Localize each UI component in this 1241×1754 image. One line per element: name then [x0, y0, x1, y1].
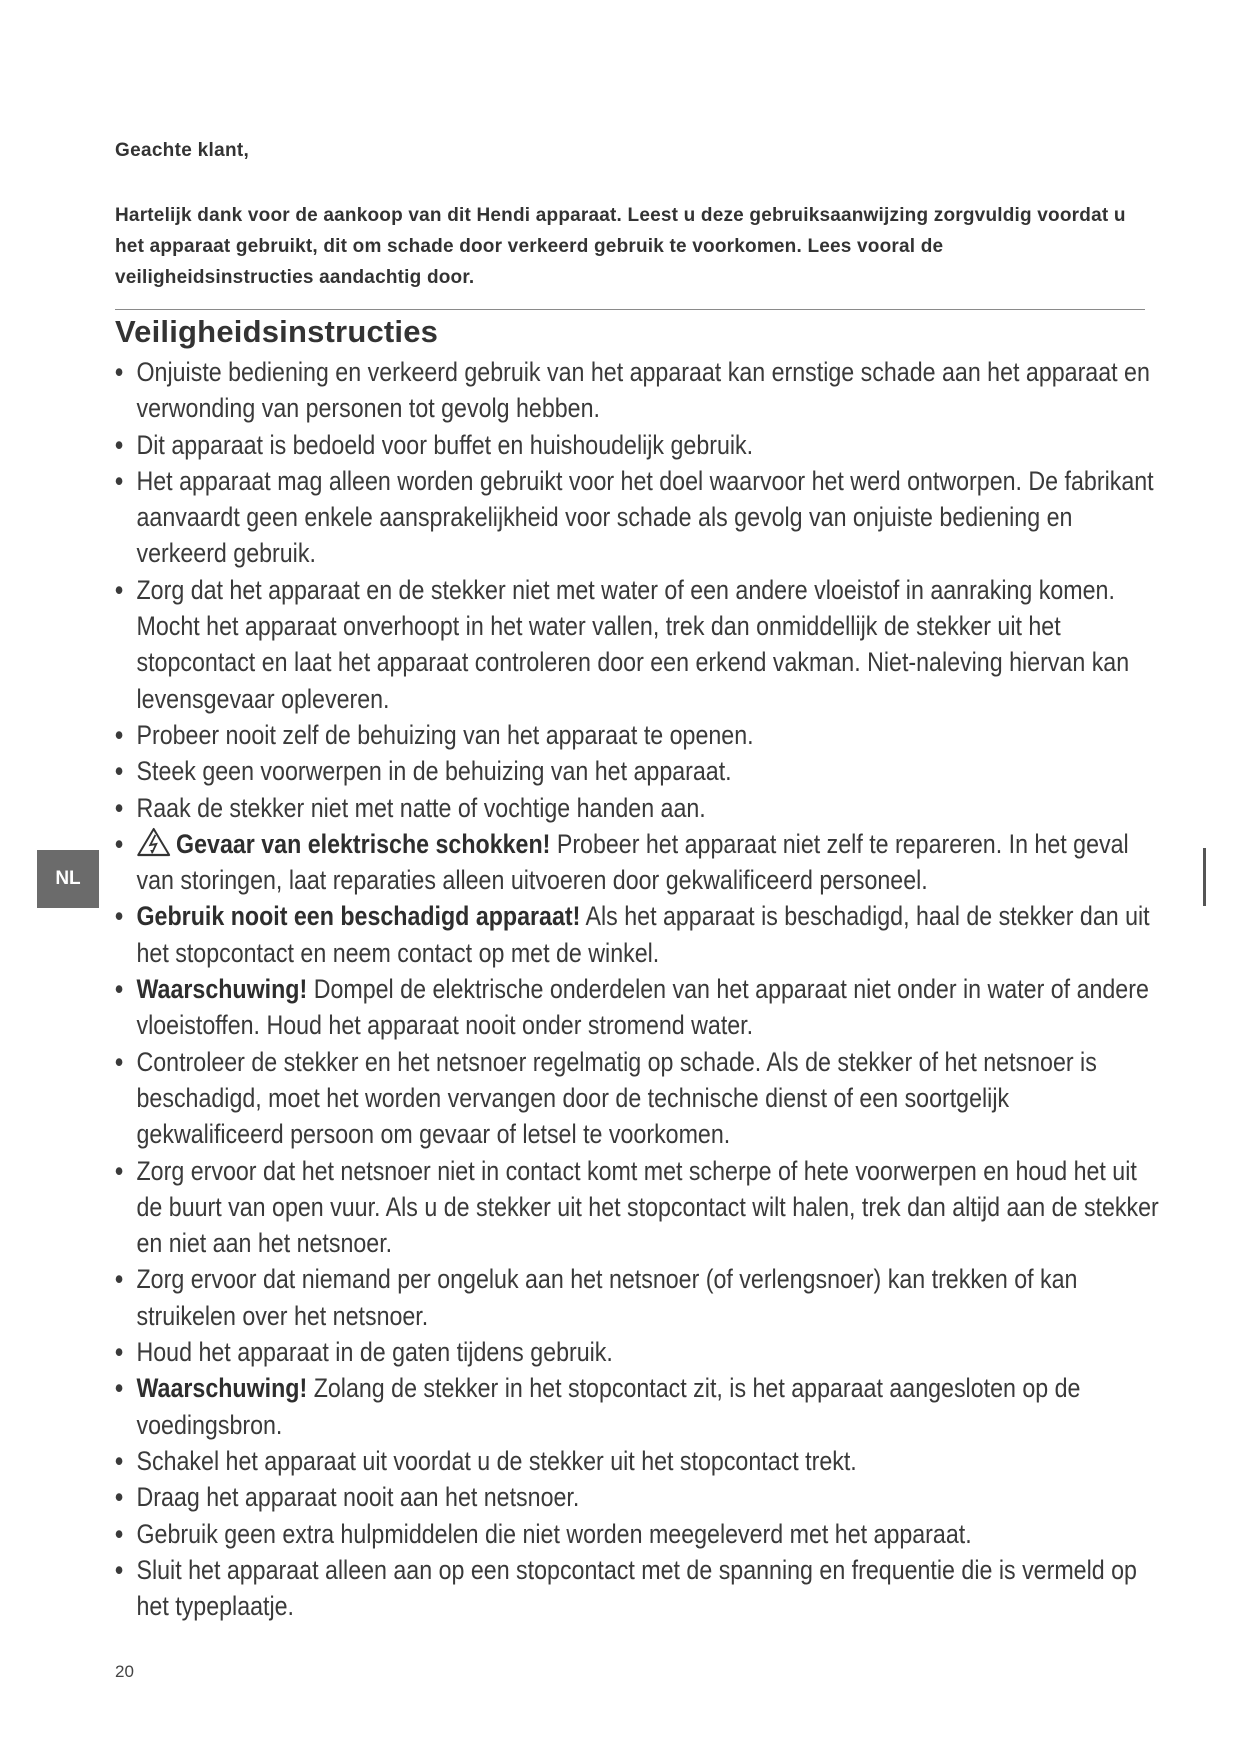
bullet-icon: • [115, 901, 124, 932]
bullet-icon: • [115, 429, 124, 460]
bullet-icon: • [115, 574, 124, 605]
list-item [115, 1370, 1160, 1443]
item-text: Houd het apparaat in de gaten tijdens gebruik. [136, 1337, 613, 1368]
list-item [115, 898, 1160, 971]
item-text: Onjuiste bediening en verkeerd gebruik van het apparaat kan ernstige schade aan het apparaat en verwonding van personen tot gevolg hebben. [136, 357, 1150, 424]
bullet-icon: • [115, 357, 124, 387]
list-item [115, 1044, 1160, 1153]
item-text: Schakel het apparaat uit voordat u de stekker uit het stopcontact trekt. [136, 1445, 857, 1476]
list-item [115, 1479, 1160, 1515]
bullet-icon: • [115, 828, 124, 859]
list-item [115, 463, 1160, 572]
list-item [115, 354, 1160, 427]
salutation: Geachte klant, [115, 140, 250, 161]
edge-marker [1203, 848, 1206, 906]
item-text: Het apparaat mag alleen worden gebruikt voor het doel waarvoor het werd ontworpen. De fabrikant aanvaardt geen enkele aansprakelijkheid voor schade als gevolg van onjuiste bediening en verkeerd gebruik. [136, 465, 1154, 569]
bullet-icon: • [115, 465, 124, 496]
bullet-icon: • [115, 1337, 124, 1368]
list-item [115, 1552, 1160, 1625]
bullet-icon: • [115, 1155, 124, 1186]
list-item [115, 1334, 1160, 1370]
list-item [115, 1443, 1160, 1479]
item-emphasis: Gebruik nooit een beschadigd apparaat! [136, 901, 581, 932]
intro-paragraph: Hartelijk dank voor de aankoop van dit Hendi apparaat. Leest u deze gebruiksaanwijzing zorgvuldig voordat u het apparaat gebruikt, dit om schade door verkeerd gebruik te voorkomen. Lees vooral de veiligheidsinstructies aandachtig door. [115, 205, 1126, 288]
bullet-icon: • [115, 1554, 124, 1585]
item-text: Probeer nooit zelf de behuizing van het apparaat te openen. [136, 719, 754, 750]
item-text: Zorg ervoor dat niemand per ongeluk aan het netsnoer (of verlengsnoer) kan trekken of kan struikelen over het netsnoer. [136, 1264, 1078, 1331]
list-item [115, 1153, 1160, 1262]
list-item [115, 572, 1160, 717]
item-text: Dit apparaat is bedoeld voor buffet en huishoudelijk gebruik. [136, 429, 754, 460]
item-text: Zorg dat het apparaat en de stekker niet met water of een andere vloeistof in aanraking komen. Mocht het apparaat onverhoopt in het water vallen, trek dan onmiddellijk de stekker uit het stopcontact en laat het apparaat controleren door een erkend vakman. Niet-naleving hiervan kan levensgevaar opleveren. [136, 574, 1130, 714]
item-text: Gebruik geen extra hulpmiddelen die niet worden meegeleverd met het apparaat. [136, 1518, 972, 1549]
bullet-icon: • [115, 1046, 124, 1077]
safety-instructions-list [115, 354, 1159, 1624]
list-item [115, 790, 1160, 826]
item-text: Als het apparaat is beschadigd, haal de stekker dan uit het stopcontact en neem contact op met de winkel. [136, 901, 1150, 968]
list-item [115, 753, 1160, 789]
bullet-icon: • [115, 974, 124, 1005]
item-emphasis: Gevaar van elektrische schokken! [176, 828, 551, 859]
bullet-icon: • [115, 1445, 124, 1476]
bullet-icon: • [115, 1482, 124, 1513]
item-text: Controleer de stekker en het netsnoer regelmatig op schade. Als de stekker of het netsnoer is beschadigd, moet het worden vervangen door de technische dienst of een soortgelijk gekwalificeerd persoon om gevaar of letsel te voorkomen. [136, 1046, 1097, 1150]
bullet-icon: • [115, 792, 124, 823]
list-item [115, 971, 1160, 1044]
item-text: Raak de stekker niet met natte of vochtige handen aan. [136, 792, 706, 823]
page-number: 20 [115, 1662, 134, 1681]
bullet-icon: • [115, 1264, 124, 1295]
bullet-icon: • [115, 756, 124, 787]
item-emphasis: Waarschuwing! [136, 1373, 308, 1404]
item-emphasis: Waarschuwing! [136, 974, 308, 1005]
list-item [115, 427, 1160, 463]
item-text: Zorg ervoor dat het netsnoer niet in contact komt met scherpe of hete voorwerpen en houd het uit de buurt van open vuur. Als u de stekker uit het stopcontact wilt halen, trek dan altijd aan de stekker en niet aan het netsnoer. [136, 1155, 1159, 1259]
bullet-icon: • [115, 1373, 124, 1404]
language-tab: NL [37, 850, 99, 908]
item-text: Zolang de stekker in het stopcontact zit, is het apparaat aangesloten op de voedingsbron. [136, 1373, 1081, 1440]
bullet-icon: • [115, 719, 124, 750]
item-text: Draag het apparaat nooit aan het netsnoer. [136, 1482, 580, 1513]
section-heading: Veiligheidsinstructies [115, 314, 439, 349]
section-divider [115, 309, 1145, 310]
item-text: Steek geen voorwerpen in de behuizing van het apparaat. [136, 756, 732, 787]
list-item [115, 717, 1160, 753]
list-item [115, 1261, 1160, 1334]
list-item [115, 1516, 1160, 1552]
high-voltage-warning-icon [137, 827, 171, 857]
item-text: Probeer het apparaat niet zelf te repareren. In het geval van storingen, laat reparaties alleen uitvoeren door gekwalificeerd personeel. [136, 828, 1129, 896]
item-text: Sluit het apparaat alleen aan op een stopcontact met de spanning en frequentie die is vermeld op het typeplaatje. [136, 1554, 1137, 1622]
list-item [115, 826, 1160, 899]
bullet-icon: • [115, 1518, 124, 1549]
item-text: Dompel de elektrische onderdelen van het apparaat niet onder in water of andere vloeistoffen. Houd het apparaat nooit onder stromend water. [136, 974, 1149, 1041]
